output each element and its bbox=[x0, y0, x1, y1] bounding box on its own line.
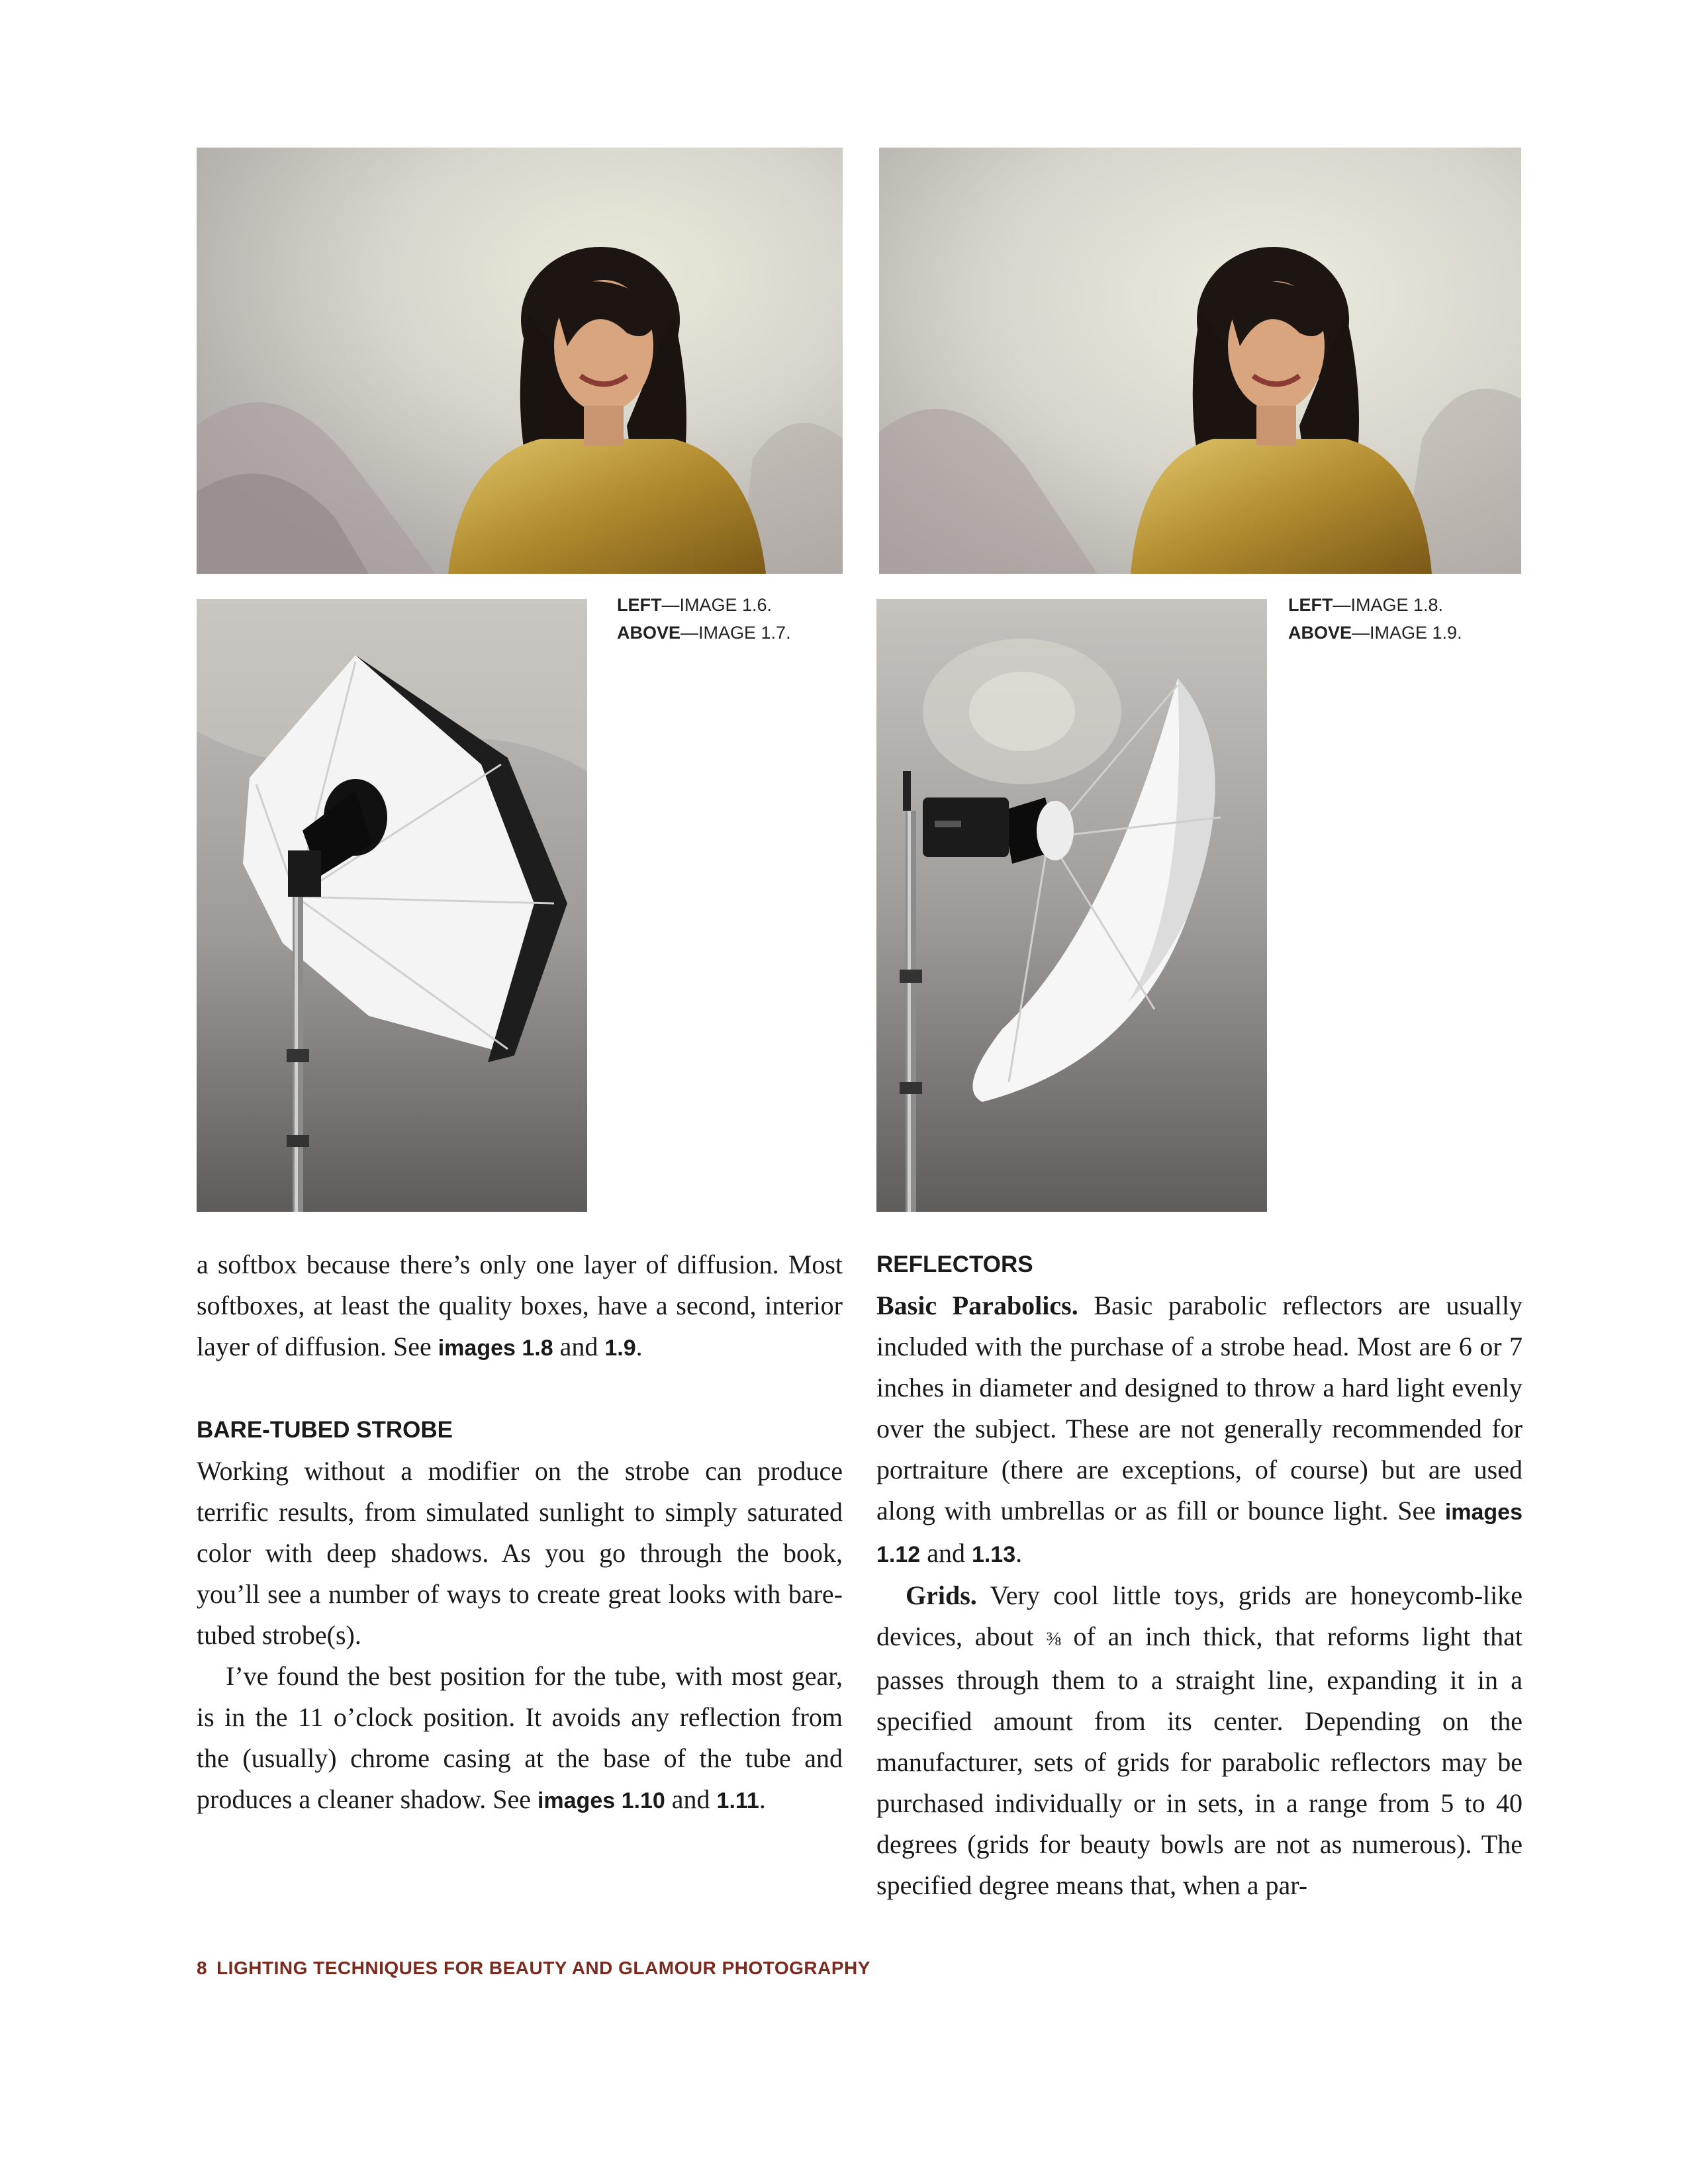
page-number: 8 bbox=[197, 1958, 208, 1978]
image-reference: images 1.10 bbox=[537, 1788, 665, 1813]
paragraph-text: a softbox because there’s only one layer of diffusion. Most softboxes, at least the quality boxes, have a second, interior layer of diffusion. See bbox=[197, 1250, 843, 1361]
paragraph-text: . bbox=[759, 1784, 766, 1814]
caption-images-1-6-1-7 bbox=[617, 591, 791, 647]
paragraph-text: of an inch thick, that reforms light that passes through them to a straight line, expanding it in a specified amount from its center. Depending on the manufacturer, sets of grids for parabolic reflectors may be purchased individually or in sets, in a range from 5 to 40 degrees (grids for beauty bowls are not as numerous). The specified degree means that, when a par- bbox=[876, 1621, 1523, 1900]
umbrella-setup-photo-image-1-6 bbox=[197, 599, 587, 1212]
image-reference: 1.13 bbox=[971, 1542, 1016, 1567]
paragraph-text: and bbox=[665, 1784, 717, 1814]
run-in-heading: Grids. bbox=[906, 1580, 977, 1610]
book-title: LIGHTING TECHNIQUES FOR BEAUTY AND GLAMOUR PHOTOGRAPHY bbox=[216, 1958, 870, 1978]
left-text-column bbox=[197, 1244, 843, 1821]
umbrella-setup-photo-image-1-8 bbox=[876, 599, 1267, 1212]
paragraph-text: . bbox=[635, 1332, 643, 1361]
caption-above-key: ABOVE bbox=[1288, 623, 1352, 643]
image-reference: images 1.12 bbox=[876, 1500, 1523, 1567]
caption-above-text: —IMAGE 1.7. bbox=[680, 623, 791, 643]
caption-images-1-8-1-9 bbox=[1288, 591, 1462, 647]
softbox-paragraph bbox=[197, 1244, 843, 1369]
image-reference: 1.9 bbox=[604, 1336, 636, 1361]
caption-above-key: ABOVE bbox=[617, 623, 681, 643]
run-in-heading: Basic Parabolics. bbox=[876, 1291, 1078, 1320]
portrait-photo-image-1-7 bbox=[197, 148, 843, 574]
caption-left-key: LEFT bbox=[1288, 595, 1333, 615]
image-reference: images 1.8 bbox=[438, 1336, 553, 1361]
paragraph-text: and bbox=[920, 1538, 972, 1568]
paragraph-text: Very cool little toys, grids are honeycomb-like devices, about bbox=[876, 1580, 1523, 1651]
caption-left-text: —IMAGE 1.6. bbox=[661, 595, 773, 615]
caption-left-text: —IMAGE 1.8. bbox=[1333, 595, 1444, 615]
paragraph-text: I’ve found the best position for the tube, with most gear, is in the 11 o’clock position. It avoids any reflection from the (usually) chrome casing at the base of the tube and produces a cleaner shadow. See bbox=[197, 1661, 843, 1814]
section-heading-bare-tubed-strobe: BARE-TUBED STROBE bbox=[197, 1417, 453, 1443]
paragraph-text: and bbox=[553, 1332, 605, 1361]
image-reference: 1.11 bbox=[716, 1788, 759, 1813]
bare-tubed-paragraph: Working without a modifier on the strobe can produce terrific results, from simulated sunlight to simply saturated color with deep shadows. As you go through the book, you’ll see a number of ways to create great looks with bare-tubed strobe(s). bbox=[197, 1456, 843, 1650]
paragraph-text: Basic parabolic reflectors are usually included with the purchase of a strobe head. Most are 6 or 7 inches in diameter and designed to throw a hard light evenly over the subject. These are not generally recommended for portraiture (there are exceptions, of course) but are used along with umbrellas or as fill or bounce light. See bbox=[876, 1291, 1523, 1525]
grids-paragraph bbox=[876, 1575, 1523, 1906]
tube-position-paragraph bbox=[197, 1656, 843, 1821]
portrait-photo-image-1-9 bbox=[879, 148, 1521, 574]
caption-left-key: LEFT bbox=[617, 595, 662, 615]
page-footer bbox=[197, 1958, 870, 1979]
section-heading-reflectors: REFLECTORS bbox=[876, 1251, 1033, 1277]
paragraph-text: . bbox=[1015, 1538, 1023, 1568]
basic-parabolics-paragraph bbox=[876, 1285, 1523, 1575]
caption-above-text: —IMAGE 1.9. bbox=[1352, 623, 1462, 643]
right-text-column bbox=[876, 1244, 1523, 1906]
fraction: ⅜ bbox=[1046, 1628, 1061, 1650]
